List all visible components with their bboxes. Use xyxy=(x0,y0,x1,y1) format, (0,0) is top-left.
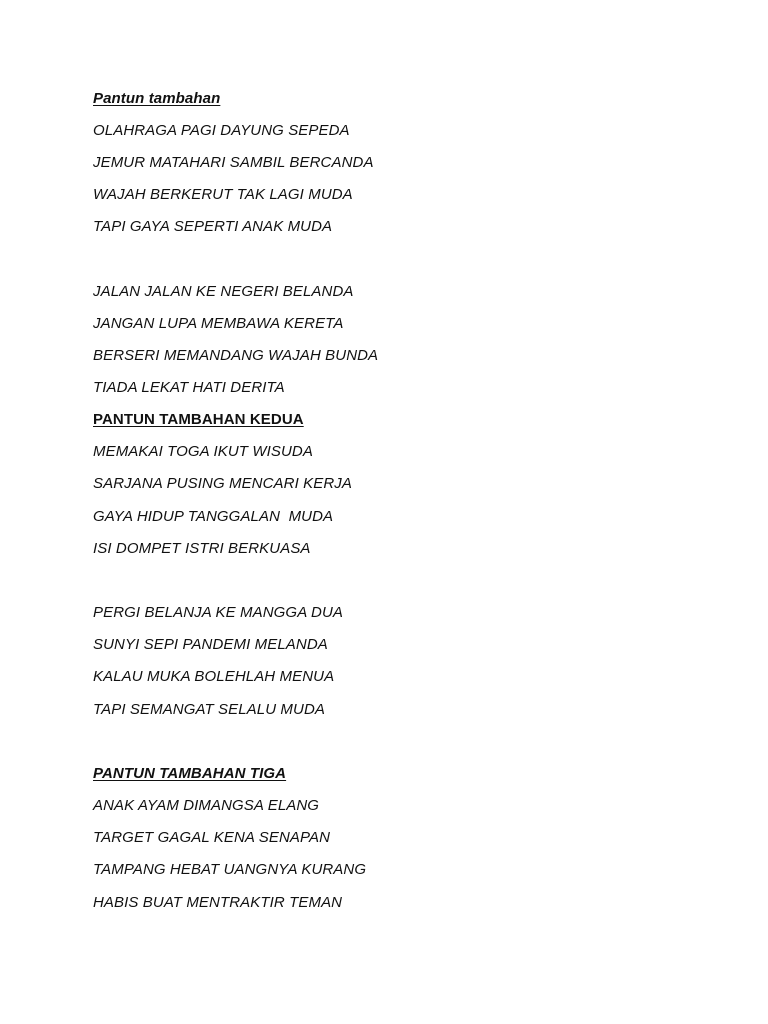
verse-line: HABIS BUAT MENTRAKTIR TEMAN xyxy=(93,894,343,911)
verse-line: SUNYI SEPI PANDEMI MELANDA xyxy=(93,636,328,653)
verse-line: JANGAN LUPA MEMBAWA KERETA xyxy=(93,315,344,332)
verse-line: OLAHRAGA PAGI DAYUNG SEPEDA xyxy=(93,122,350,139)
verse-line: TAMPANG HEBAT UANGNYA KURANG xyxy=(93,861,367,878)
verse-line: BERSERI MEMANDANG WAJAH BUNDA xyxy=(93,347,379,364)
heading-pantun-tambahan-kedua: PANTUN TAMBAHAN KEDUA xyxy=(93,411,304,428)
verse-line: JALAN JALAN KE NEGERI BELANDA xyxy=(93,283,354,300)
verse-line: ISI DOMPET ISTRI BERKUASA xyxy=(93,540,311,557)
verse-line: TAPI SEMANGAT SELALU MUDA xyxy=(93,701,325,718)
verse-line: TAPI GAYA SEPERTI ANAK MUDA xyxy=(93,218,333,235)
heading-pantun-tambahan-tiga: PANTUN TAMBAHAN TIGA xyxy=(93,765,287,782)
verse-line: ANAK AYAM DIMANGSA ELANG xyxy=(93,797,320,814)
verse-line: KALAU MUKA BOLEHLAH MENUA xyxy=(93,668,335,685)
verse-line: PERGI BELANJA KE MANGGA DUA xyxy=(93,604,343,621)
verse-line: TARGET GAGAL KENA SENAPAN xyxy=(93,829,331,846)
verse-line: JEMUR MATAHARI SAMBIL BERCANDA xyxy=(93,154,374,171)
verse-line: SARJANA PUSING MENCARI KERJA xyxy=(93,475,352,492)
verse-line: MEMAKAI TOGA IKUT WISUDA xyxy=(93,443,313,460)
heading-pantun-tambahan: Pantun tambahan xyxy=(93,90,221,107)
verse-line: GAYA HIDUP TANGGALAN MUDA xyxy=(93,508,334,525)
verse-line: TIADA LEKAT HATI DERITA xyxy=(93,379,285,396)
verse-line: WAJAH BERKERUT TAK LAGI MUDA xyxy=(93,186,353,203)
